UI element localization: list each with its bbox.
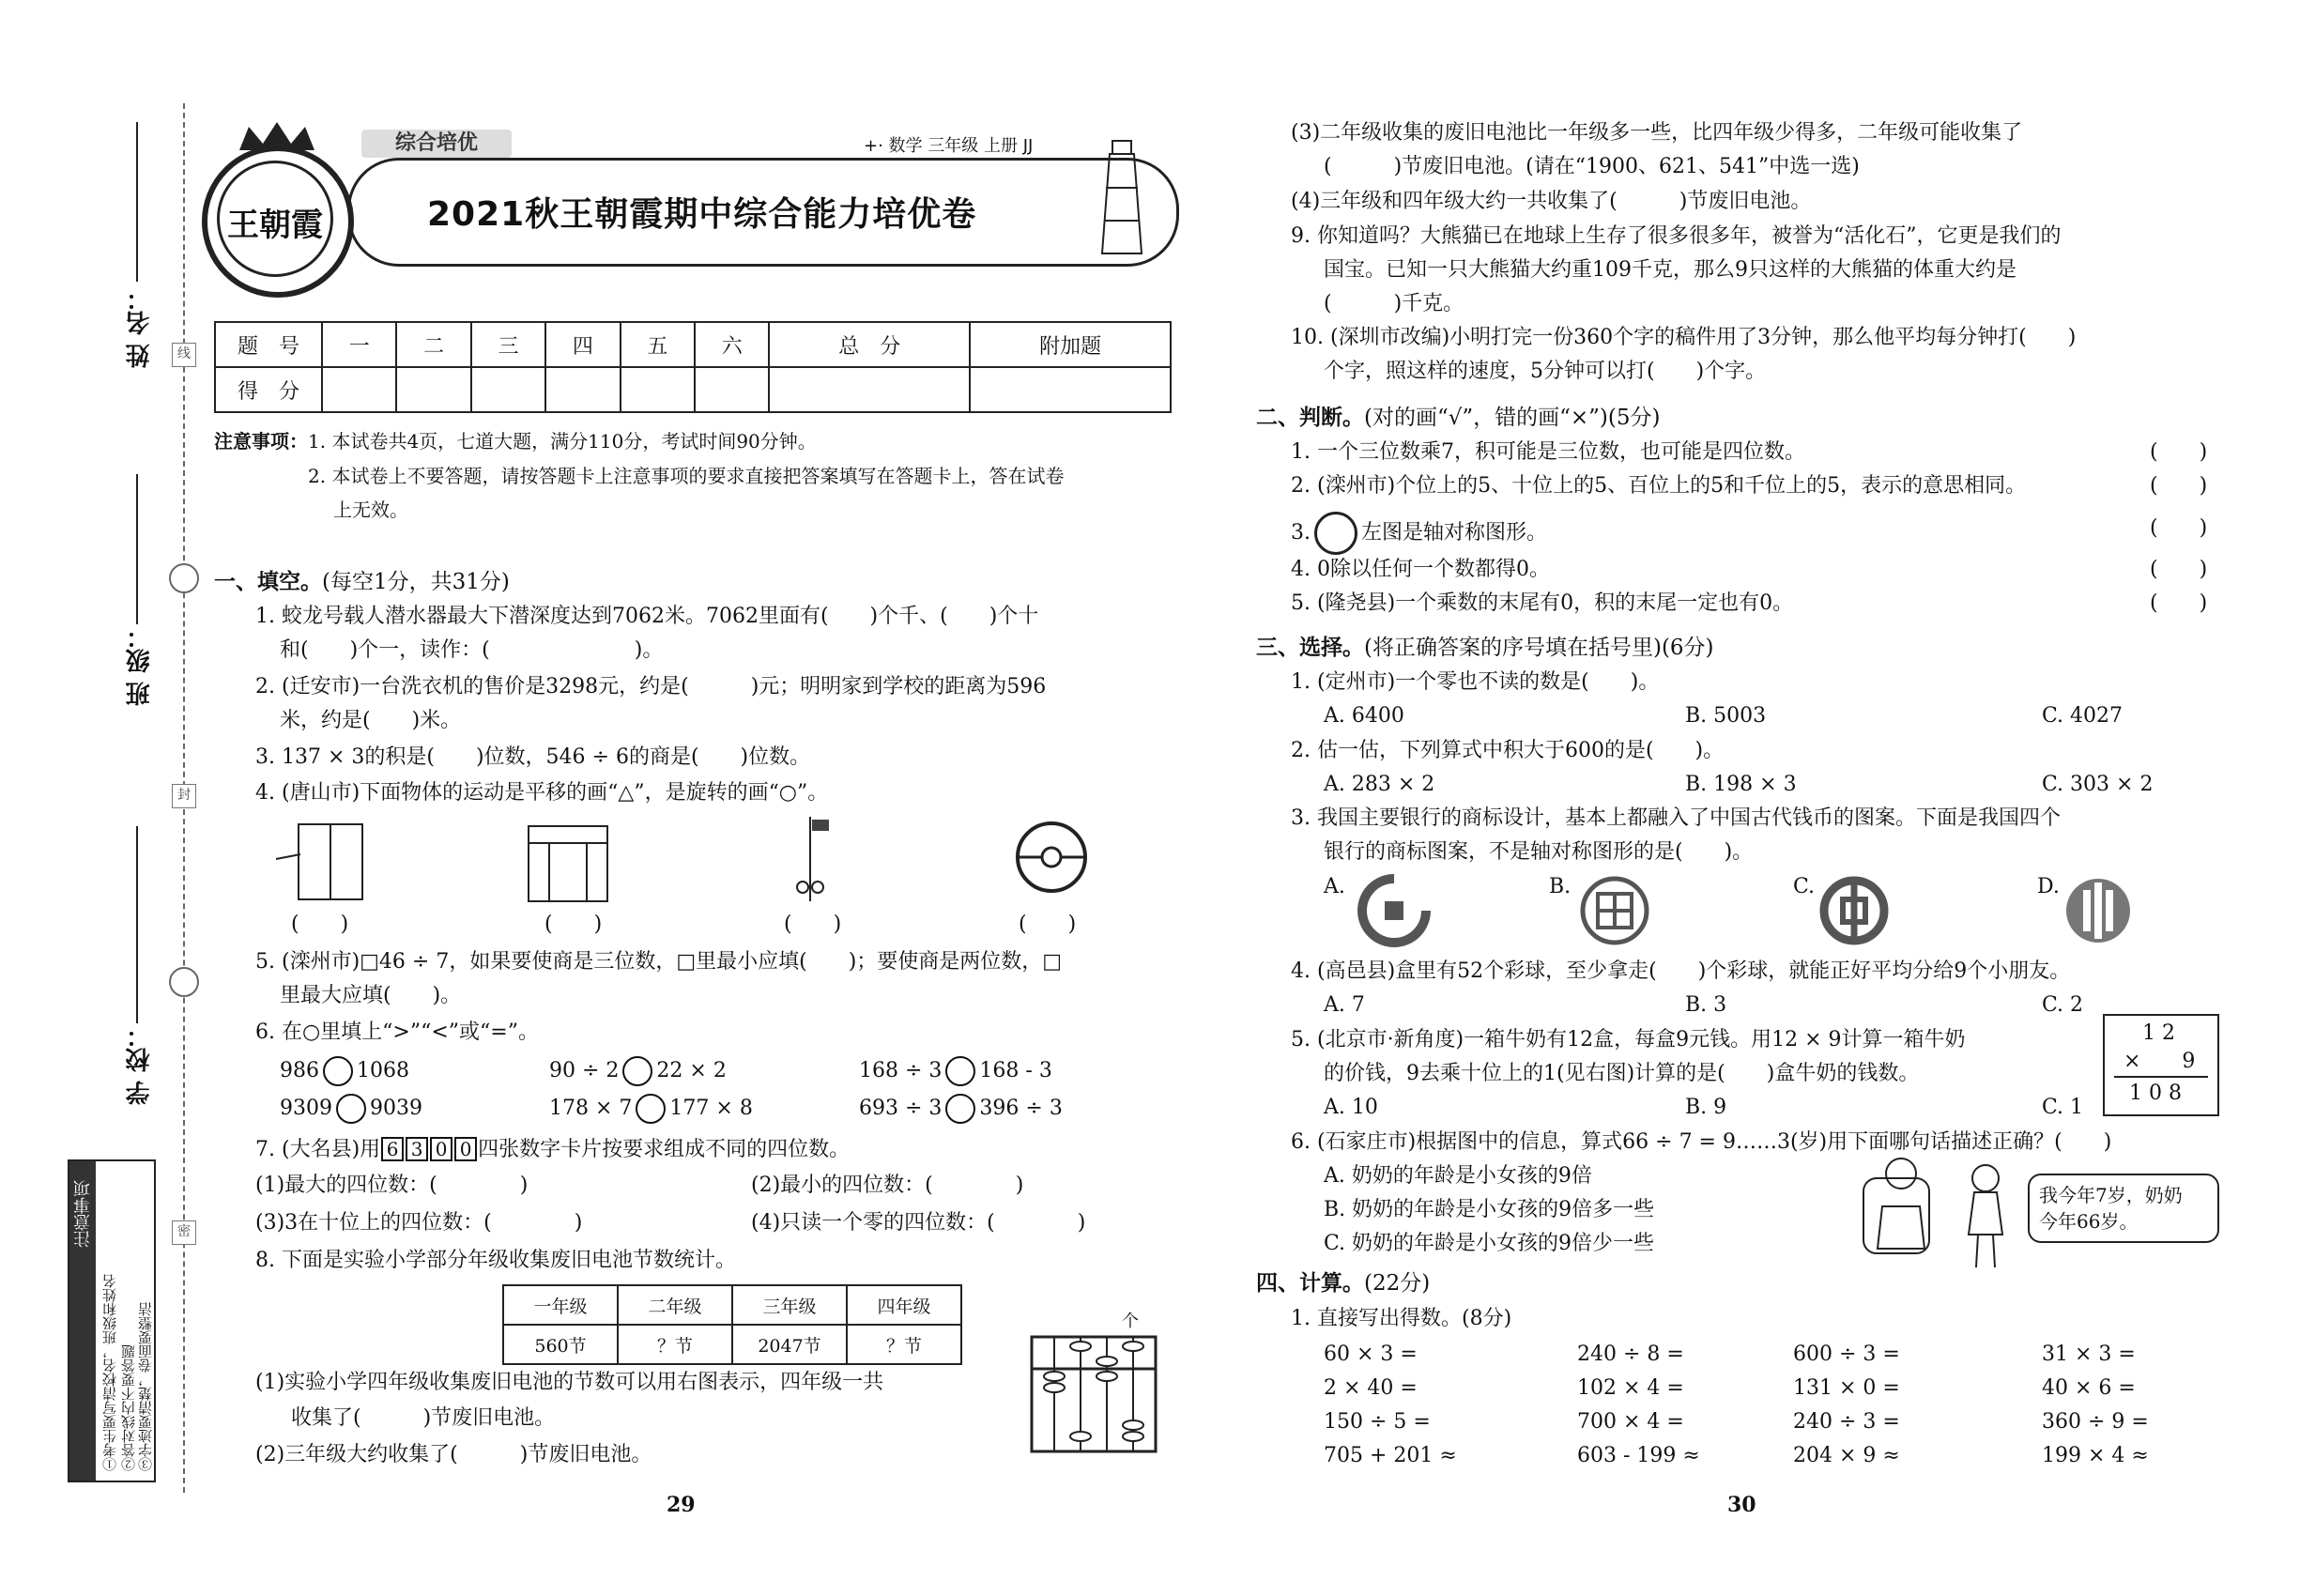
- calc-item[interactable]: 700 × 4 =: [1577, 1410, 1684, 1434]
- score-header: 一: [322, 322, 396, 367]
- compare-left: 986: [280, 1059, 319, 1082]
- answer-paren[interactable]: ( ): [2150, 516, 2208, 540]
- question-text: (4)只读一个零的四位数：( ): [751, 1211, 1086, 1235]
- table-header: 四年级: [847, 1285, 961, 1325]
- bank-logo-a-icon: [1357, 873, 1432, 948]
- question-text: 四张数字卡片按要求组成不同的四位数。: [478, 1138, 851, 1161]
- notice-item: ③字迹要清楚，卷面要整洁: [137, 1302, 154, 1471]
- question-text: 3. 我国主要银行的商标设计，基本上都融入了中国古代钱币的图案。下面是我国四个: [1291, 806, 2061, 830]
- option[interactable]: B.: [1549, 875, 1572, 898]
- question-text: 4. (唐山市)下面物体的运动是平移的画“△”，是旋转的画“○”。: [255, 781, 829, 805]
- compare-circle[interactable]: [945, 1094, 975, 1124]
- calc-item[interactable]: 603 - 199 ≈: [1577, 1444, 1700, 1467]
- question-text: 2. (迁安市)一台洗衣机的售价是3298元，约是( )元；明明家到学校的距离为596: [255, 675, 1047, 698]
- compare-circle[interactable]: [636, 1094, 666, 1124]
- category-tag: 综合培优: [361, 130, 512, 158]
- calc-item[interactable]: 360 ÷ 9 =: [2042, 1410, 2149, 1434]
- bubble-text: 我今年7岁，奶奶: [2039, 1184, 2183, 1206]
- section-title: 一、填空。: [214, 570, 322, 594]
- calc-item[interactable]: 150 ÷ 5 =: [1324, 1410, 1431, 1434]
- calc-item[interactable]: 199 × 4 ≈: [2042, 1444, 2149, 1467]
- score-cell[interactable]: [695, 367, 769, 412]
- sliding-window-image: [272, 817, 366, 906]
- score-cell[interactable]: [970, 367, 1171, 412]
- question-text: 4. (高邑县)盒里有52个彩球，至少拿走( )个彩球，就能正好平均分给9个小朋友。: [1291, 959, 2071, 983]
- bank-logo-b-icon: [1577, 873, 1652, 948]
- answer-paren[interactable]: ( ): [2150, 440, 2208, 464]
- section-note: (将正确答案的序号填在括号里)(6分): [1364, 636, 1714, 660]
- calc-item[interactable]: 600 ÷ 3 =: [1793, 1343, 1900, 1366]
- question-text: 7. (大名县)用: [255, 1138, 381, 1161]
- question-text: 个字，照这样的速度，5分钟可以打( )个字。: [1324, 360, 1767, 383]
- question-number: 3.: [1291, 521, 1311, 545]
- question-text: ( )千克。: [1324, 292, 1464, 315]
- answer-paren[interactable]: ( ): [291, 913, 349, 936]
- figure-text: × 9: [2124, 1050, 2196, 1073]
- calc-item[interactable]: 240 ÷ 3 =: [1793, 1410, 1900, 1434]
- question-text: 5. (隆尧县)一个乘数的末尾有0，积的末尾一定也有0。: [1291, 591, 1794, 615]
- question-text: 4. 0除以任何一个数都得0。: [1291, 558, 1550, 581]
- binding-mark-seal: 封: [172, 784, 196, 808]
- option[interactable]: C. 奶奶的年龄是小女孩的9倍少一些: [1324, 1232, 1655, 1255]
- compare-left: 168 ÷ 3: [859, 1059, 943, 1082]
- compare-right: 1068: [357, 1059, 409, 1082]
- option[interactable]: A. 7: [1324, 993, 1365, 1017]
- class-field[interactable]: [136, 474, 138, 624]
- section-title: 三、选择。: [1256, 636, 1364, 660]
- question-text: 里最大应填( )。: [280, 984, 462, 1007]
- option[interactable]: B. 3: [1685, 993, 1727, 1017]
- calc-item[interactable]: 2 × 40 =: [1324, 1376, 1418, 1400]
- calc-item[interactable]: 240 ÷ 8 =: [1577, 1343, 1684, 1366]
- calc-item[interactable]: 705 + 201 ≈: [1324, 1444, 1457, 1467]
- calc-item[interactable]: 31 × 3 =: [2042, 1343, 2136, 1366]
- subject-line: +· 数学 三年级 上册 JJ: [864, 136, 1034, 156]
- class-label: 班 级：: [126, 624, 154, 707]
- score-header: 三: [471, 322, 545, 367]
- question-text: 2. 估一估，下列算式中积大于600的是( )。: [1291, 739, 1725, 762]
- question-text: 左图是轴对称图形。: [1361, 521, 1548, 545]
- grandma-girl-illustration: [1854, 1141, 2023, 1277]
- calc-item[interactable]: 204 × 9 ≈: [1793, 1444, 1900, 1467]
- battery-table: [502, 1284, 962, 1365]
- calc-item[interactable]: 131 × 0 =: [1793, 1376, 1900, 1400]
- question-text: 5. (北京市·新角度)一箱牛奶有12盒，每盒9元钱。用12 × 9计算一箱牛奶: [1291, 1028, 1966, 1051]
- score-cell[interactable]: [545, 367, 620, 412]
- score-label: 得 分: [215, 367, 322, 412]
- score-header: 题 号: [215, 322, 322, 367]
- option[interactable]: C. 1: [2042, 1096, 2084, 1119]
- question-text: 米，约是( )米。: [280, 709, 462, 732]
- binding-ring-icon: [169, 563, 199, 593]
- logo-emblem: [202, 146, 354, 298]
- table-cell: ？节: [618, 1325, 732, 1364]
- gate-image: [521, 817, 615, 911]
- lighthouse-icon: [1089, 131, 1155, 263]
- compare-right: 168 - 3: [979, 1059, 1052, 1082]
- option[interactable]: C. 303 × 2: [2042, 773, 2154, 796]
- question-text: 9. 你知道吗？大熊猫已在地球上生存了很多很多年，被誉为“活化石”，它更是我们的: [1291, 224, 2062, 248]
- compare-left: 90 ÷ 2: [549, 1059, 620, 1082]
- compare-right: 177 × 8: [669, 1097, 753, 1120]
- page-title: 2021秋王朝霞期中综合能力培优卷: [427, 195, 977, 234]
- table-cell: ？节: [847, 1325, 961, 1364]
- multiplication-figure: [2103, 1014, 2219, 1116]
- steering-wheel-image: [995, 812, 1098, 911]
- binding-mark-line: 线: [172, 343, 196, 367]
- table-cell: 560节: [503, 1325, 618, 1364]
- question-text: 的价钱，9去乘十位上的1(见右图)计算的是( )盒牛奶的钱数。: [1324, 1062, 1920, 1085]
- notice-item: ②答对线内不要答题: [120, 1344, 137, 1471]
- answer-paren[interactable]: ( ): [784, 913, 842, 936]
- notes-label: 注意事项：: [214, 430, 308, 453]
- question-text: 1. 蛟龙号载人潜水器最大下潜深度达到7062米。7062里面有( )个千、( )个十: [255, 605, 1039, 628]
- score-cell[interactable]: [396, 367, 470, 412]
- table-header: 二年级: [618, 1285, 732, 1325]
- question-text: 6. (石家庄市)根据图中的信息，算式66 ÷ 7 = 9……3(岁)用下面哪句话描述正确？( ): [1291, 1130, 2112, 1154]
- abacus-image: [1028, 1333, 1159, 1455]
- question-text: (2)三年级大约收集了( )节废旧电池。: [255, 1443, 652, 1466]
- notes-line: 2. 本试卷上不要答题，请按答题卡上注意事项的要求直接把答案填写在答题卡上，答在试卷: [308, 465, 1065, 487]
- abacus-label: 个: [1122, 1312, 1139, 1331]
- score-header: 四: [545, 322, 620, 367]
- figure-text: 1 2: [2142, 1021, 2175, 1045]
- figure-text: 1 0 8: [2129, 1082, 2182, 1105]
- section-note: (对的画“√”，错的画“×”)(5分): [1364, 406, 1661, 430]
- option[interactable]: A. 奶奶的年龄是小女孩的9倍: [1324, 1164, 1592, 1188]
- table-cell: 2047节: [732, 1325, 847, 1364]
- question-text: (2)最小的四位数：( ): [751, 1174, 1024, 1197]
- question-text: 国宝。已知一只大熊猫大约重109千克，那么9只这样的大熊猫的体重大约是: [1324, 258, 2016, 282]
- binding-mark-secret: 密: [172, 1220, 196, 1245]
- question-text: (3)3在十位上的四位数：( ): [255, 1211, 583, 1235]
- option[interactable]: A. 283 × 2: [1324, 773, 1435, 796]
- option[interactable]: A. 6400: [1324, 704, 1404, 728]
- question-text: (3)二年级收集的废旧电池比一年级多一些，比四年级少得多，二年级可能收集了: [1291, 121, 2023, 145]
- page-number: 29: [667, 1493, 696, 1517]
- score-header: 总 分: [769, 322, 970, 367]
- score-table: [214, 321, 1172, 413]
- score-header: 五: [621, 322, 695, 367]
- question-text: 1. (定州市)一个零也不读的数是( )。: [1291, 670, 1660, 694]
- score-header: 二: [396, 322, 470, 367]
- option[interactable]: A. 10: [1324, 1096, 1378, 1119]
- question-text: (1)实验小学四年级收集废旧电池的节数可以用右图表示，四年级一共: [255, 1371, 884, 1394]
- digit-card: 0: [430, 1137, 452, 1161]
- compare-circle[interactable]: [622, 1056, 652, 1086]
- score-header: 六: [695, 322, 769, 367]
- bubble-text: 今年66岁。: [2039, 1210, 2139, 1233]
- notice-item: ①考生要写清校名，班级和姓名: [101, 1274, 118, 1471]
- option[interactable]: B. 198 × 3: [1685, 773, 1797, 796]
- option[interactable]: A.: [1324, 875, 1345, 898]
- option[interactable]: C.: [1793, 875, 1816, 898]
- question-text: 银行的商标图案，不是轴对称图形的是( )。: [1324, 840, 1754, 864]
- digit-card: 3: [406, 1137, 428, 1161]
- option[interactable]: D.: [2037, 875, 2060, 898]
- logo-text: 王朝霞: [227, 207, 323, 244]
- table-header: 三年级: [732, 1285, 847, 1325]
- question-text: (4)三年级和四年级大约一共收集了( )节废旧电池。: [1291, 190, 1812, 213]
- section-note: (每空1分，共31分): [322, 570, 510, 594]
- question-text: ( )节废旧电池。(请在“1900、621、541”中选一选): [1324, 155, 1860, 178]
- table-header: 一年级: [503, 1285, 618, 1325]
- question-text: 收集了( )节废旧电池。: [291, 1406, 556, 1430]
- compare-left: 9309: [280, 1097, 332, 1120]
- calc-item[interactable]: 102 × 4 =: [1577, 1376, 1684, 1400]
- question-text: 5. (滦州市)□46 ÷ 7，如果要使商是三位数，□里最小应填( )；要使商是两位数，□: [255, 950, 1063, 974]
- calc-item[interactable]: 60 × 3 =: [1324, 1343, 1418, 1366]
- question-text: 和( )个一，读作：( )。: [280, 638, 664, 662]
- option[interactable]: C. 4027: [2042, 704, 2124, 728]
- score-header: 附加题: [970, 322, 1171, 367]
- speech-bubble: [2028, 1174, 2219, 1243]
- notes-line: 1. 本试卷共4页，七道大题，满分110分，考试时间90分钟。: [308, 430, 817, 453]
- question-text: 1. 直接写出得数。(8分): [1291, 1307, 1512, 1330]
- score-cell[interactable]: [322, 367, 396, 412]
- compare-circle[interactable]: [336, 1094, 366, 1124]
- question-text: 3. 137 × 3的积是( )位数，546 ÷ 6的商是( )位数。: [255, 745, 811, 769]
- score-cell[interactable]: [471, 367, 545, 412]
- compare-left: 693 ÷ 3: [859, 1097, 943, 1120]
- option[interactable]: B. 9: [1685, 1096, 1727, 1119]
- section-title: 四、计算。: [1256, 1271, 1364, 1296]
- bank-logo-d-icon: [2061, 873, 2136, 948]
- score-cell[interactable]: [769, 367, 970, 412]
- compare-right: 22 × 2: [656, 1059, 727, 1082]
- bank-logo-c-icon: [1817, 873, 1892, 948]
- compare-circle[interactable]: [323, 1056, 353, 1086]
- digit-card: 0: [454, 1137, 477, 1161]
- question-text: 6. 在○里填上“>”“<”或“=”。: [255, 1021, 539, 1044]
- name-label: 姓 名：: [126, 286, 154, 369]
- circle-figure: [1314, 512, 1357, 555]
- page-number: 30: [1727, 1493, 1756, 1517]
- binding-ring-icon: [169, 967, 199, 997]
- option[interactable]: B. 5003: [1685, 704, 1767, 728]
- question-text: (1)最大的四位数：( ): [255, 1174, 529, 1197]
- notice-title: 注意事项: [73, 1180, 93, 1248]
- question-text: 1. 一个三位数乘7，积可能是三位数，也可能是四位数。: [1291, 440, 1805, 464]
- compare-left: 178 × 7: [549, 1097, 633, 1120]
- flag-raising-image: [784, 812, 840, 911]
- digit-card: 6: [381, 1137, 404, 1161]
- figure-divider: [2114, 1076, 2208, 1078]
- compare-right: 396 ÷ 3: [979, 1097, 1063, 1120]
- calc-item[interactable]: 40 × 6 =: [2042, 1376, 2136, 1400]
- option[interactable]: B. 奶奶的年龄是小女孩的9倍多一些: [1324, 1198, 1655, 1221]
- compare-circle[interactable]: [945, 1056, 975, 1086]
- crown-icon: [235, 117, 319, 155]
- compare-right: 9039: [370, 1097, 422, 1120]
- notes-line: 上无效。: [333, 499, 408, 521]
- answer-paren[interactable]: ( ): [1019, 913, 1077, 936]
- answer-paren[interactable]: ( ): [2150, 474, 2208, 498]
- question-text: 10. (深圳市改编)小明打完一份360个字的稿件用了3分钟，那么他平均每分钟打( ): [1291, 326, 2077, 349]
- binding-notice-box: [68, 1159, 156, 1482]
- school-field[interactable]: [136, 826, 138, 1023]
- question-text: 8. 下面是实验小学部分年级收集废旧电池节数统计。: [255, 1249, 736, 1272]
- score-cell[interactable]: [621, 367, 695, 412]
- answer-paren[interactable]: ( ): [544, 913, 603, 936]
- school-label: 学 校：: [126, 1023, 154, 1106]
- answer-paren[interactable]: ( ): [2150, 558, 2208, 581]
- question-text: 2. (滦州市)个位上的5、十位上的5、百位上的5和千位上的5，表示的意思相同。: [1291, 474, 2027, 498]
- section-note: (22分): [1364, 1271, 1431, 1296]
- name-field[interactable]: [136, 122, 138, 282]
- option[interactable]: C. 2: [2042, 993, 2084, 1017]
- answer-paren[interactable]: ( ): [2150, 591, 2208, 615]
- section-title: 二、判断。: [1256, 406, 1364, 430]
